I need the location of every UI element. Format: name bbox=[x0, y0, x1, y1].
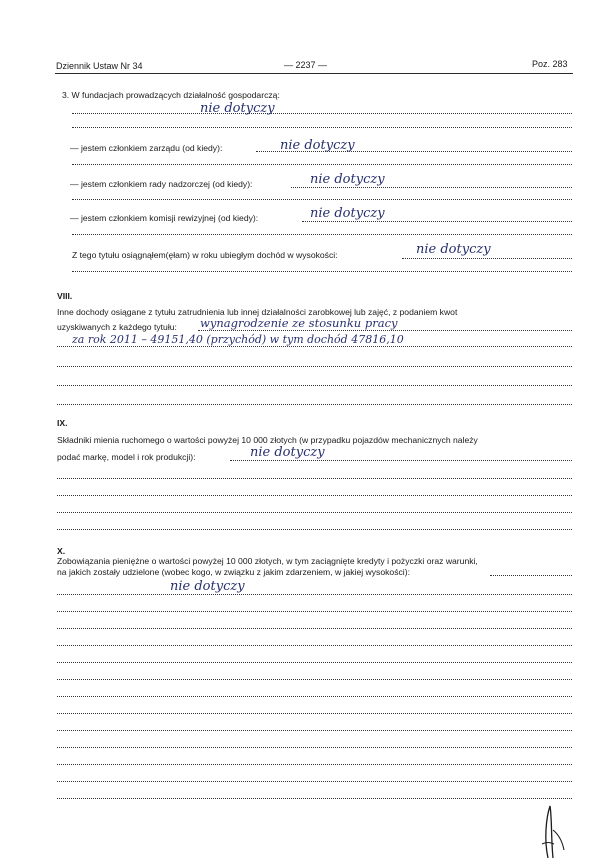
section-3-label: 3. W fundacjach prowadzących działalność gospodarczą: bbox=[62, 90, 280, 100]
answer-line bbox=[72, 113, 572, 114]
answer-line bbox=[57, 385, 572, 386]
answer-line bbox=[72, 127, 572, 128]
handwritten-answer: nie dotyczy bbox=[416, 242, 491, 257]
answer-line bbox=[57, 798, 572, 799]
handwritten-answer: wynagrodzenie ze stosunku pracy bbox=[200, 316, 398, 330]
section-8-numeral: VIII. bbox=[57, 291, 73, 301]
section-9-text-line1: Składniki mienia ruchomego o wartości powyżej 10 000 złotych (w przypadku pojazdów mechanicznych należy bbox=[57, 435, 478, 445]
position-number: Poz. 283 bbox=[532, 59, 568, 69]
answer-line bbox=[57, 478, 572, 479]
answer-line bbox=[57, 628, 572, 629]
handwritten-initials bbox=[534, 800, 574, 862]
answer-line bbox=[57, 679, 572, 680]
audit-committee-label: — jestem członkiem komisji rewizyjnej (od kiedy): bbox=[70, 213, 259, 223]
answer-line bbox=[57, 346, 572, 347]
header-rule bbox=[55, 73, 573, 74]
answer-line bbox=[302, 221, 572, 222]
answer-line bbox=[57, 366, 572, 367]
section-9-text-line2: podać markę, model i rok produkcji): bbox=[57, 452, 196, 462]
answer-line bbox=[72, 234, 572, 235]
answer-line bbox=[72, 271, 572, 272]
section-8-text-line2: uzyskiwanych z każdego tytułu: bbox=[57, 322, 177, 332]
answer-line bbox=[57, 730, 572, 731]
income-label: Z tego tytułu osiągnąłem(ęłam) w roku ubiegłym dochód w wysokości: bbox=[72, 250, 338, 260]
answer-line bbox=[490, 575, 572, 576]
handwritten-answer: nie dotyczy bbox=[280, 138, 355, 153]
section-10-numeral: X. bbox=[57, 546, 66, 556]
answer-line bbox=[57, 747, 572, 748]
answer-line bbox=[230, 460, 572, 461]
answer-line bbox=[402, 258, 572, 259]
handwritten-answer: nie dotyczy bbox=[170, 579, 245, 594]
answer-line bbox=[57, 594, 572, 595]
answer-line bbox=[57, 781, 572, 782]
answer-line bbox=[291, 187, 572, 188]
answer-line bbox=[57, 713, 572, 714]
answer-line bbox=[57, 529, 572, 530]
answer-line bbox=[72, 164, 572, 165]
answer-line bbox=[57, 764, 572, 765]
page-number: — 2237 — bbox=[284, 60, 328, 70]
answer-line bbox=[72, 199, 572, 200]
answer-line bbox=[57, 696, 572, 697]
section-10-text-line2: na jakich zostały udzielone (wobec kogo, w związku z jakim zdarzeniem, w jakiej wysokości): bbox=[57, 567, 410, 577]
answer-line bbox=[57, 404, 572, 405]
answer-line bbox=[57, 645, 572, 646]
handwritten-answer: nie dotyczy bbox=[310, 172, 385, 187]
answer-line bbox=[57, 662, 572, 663]
journal-title: Dziennik Ustaw Nr 34 bbox=[56, 61, 143, 71]
section-10-text-line1: Zobowiązania pieniężne o wartości powyżej 10 000 złotych, w tym zaciągnięte kredyty i pożyczki oraz warunki, bbox=[57, 556, 478, 566]
supervisory-board-label: — jestem członkiem rady nadzorczej (od kiedy): bbox=[70, 179, 253, 189]
management-board-label: — jestem członkiem zarządu (od kiedy): bbox=[70, 143, 223, 153]
handwritten-answer: nie dotyczy bbox=[310, 206, 385, 221]
section-9-numeral: IX. bbox=[57, 418, 68, 428]
answer-line bbox=[198, 330, 572, 331]
answer-line bbox=[57, 512, 572, 513]
section-8-text-line1: Inne dochody osiągane z tytułu zatrudnienia lub innej działalności zarobkowej lub zajęć, z podaniem kwot bbox=[57, 307, 458, 317]
handwritten-answer: nie dotyczy bbox=[250, 445, 325, 460]
answer-line bbox=[57, 495, 572, 496]
handwritten-answer: nie dotyczy bbox=[200, 101, 275, 116]
answer-line bbox=[57, 611, 572, 612]
handwritten-answer: za rok 2011 – 49151,40 (przychód) w tym dochód 47816,10 bbox=[72, 333, 404, 346]
